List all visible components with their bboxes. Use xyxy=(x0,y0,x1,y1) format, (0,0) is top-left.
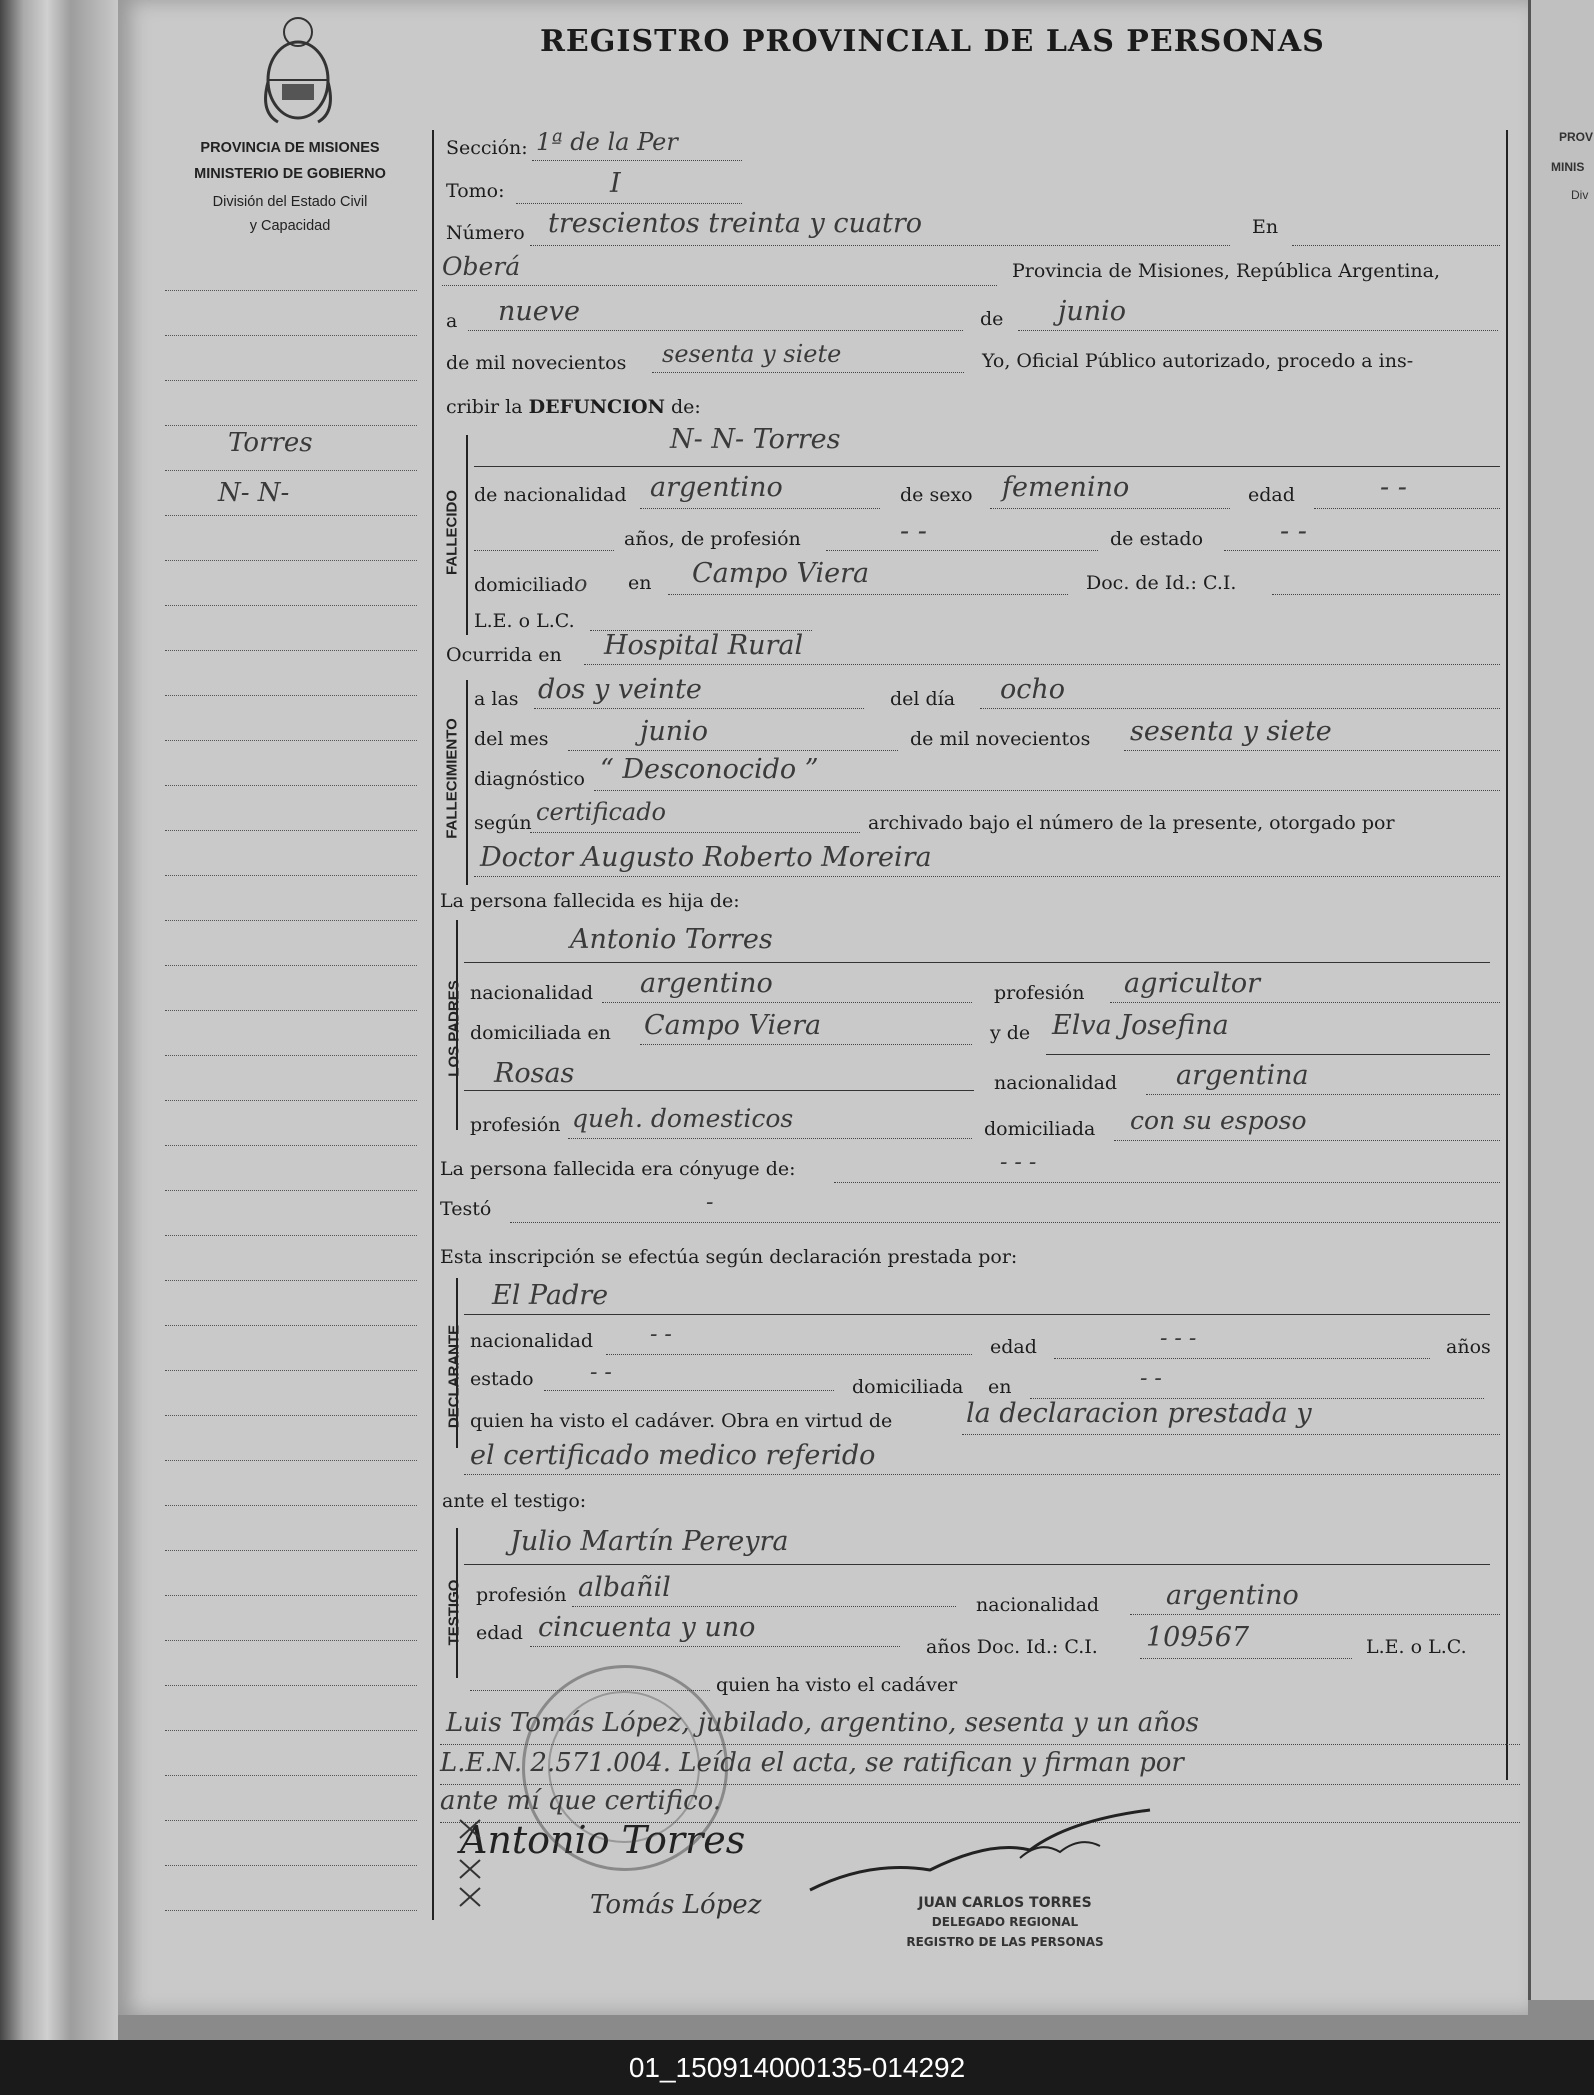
fallecido-name: N- N- Torres xyxy=(670,424,841,455)
sexo-label: de sexo xyxy=(900,484,973,506)
anos-profesion-label: años, de profesión xyxy=(624,528,801,550)
official-stamp-inner-icon xyxy=(548,1691,700,1843)
margin-rule xyxy=(165,1100,417,1101)
domiciliado-suffix: o xyxy=(574,572,588,597)
margin-rule xyxy=(165,560,417,561)
edad-value: - - xyxy=(1380,472,1407,503)
officer-name: JUAN CARLOS TORRES xyxy=(918,1895,1092,1911)
fallecimiento-section-label: FALLECIMIENTO xyxy=(443,718,461,839)
margin-rule xyxy=(165,1865,417,1866)
domicilio-line xyxy=(668,594,1068,595)
mother-first-line xyxy=(1046,1054,1490,1055)
doctor-line xyxy=(474,876,1500,877)
testigo-anos-doc-label: años Doc. Id.: C.I. xyxy=(926,1636,1098,1658)
officer-signature-scribble xyxy=(790,1800,1190,1910)
profesion-value: - - xyxy=(900,516,927,547)
anos-line xyxy=(474,550,614,551)
padres-domiciliada-label: domiciliada en xyxy=(470,1022,611,1044)
testigo-name-line xyxy=(464,1564,1490,1565)
province-text: Provincia de Misiones, República Argentina, xyxy=(1012,260,1441,282)
sexo-value: femenino xyxy=(1002,472,1130,503)
margin-rule xyxy=(165,920,417,921)
testigo-ci-value: 109567 xyxy=(1146,1622,1250,1653)
margin-rule xyxy=(165,1190,417,1191)
father-name: Antonio Torres xyxy=(570,924,773,955)
coat-of-arms-icon xyxy=(258,12,338,128)
officer-text: Yo, Oficial Público autorizado, procedo a ins- xyxy=(982,350,1414,372)
edad-label: edad xyxy=(1248,484,1295,506)
province-heading: PROVINCIA DE MISIONES xyxy=(200,140,380,156)
declarante-name-line xyxy=(464,1314,1490,1315)
capacity-heading: y Capacidad xyxy=(249,218,331,234)
mother-profesion-line xyxy=(568,1138,972,1139)
doc-line xyxy=(1272,594,1500,595)
declarante-nacionalidad-line xyxy=(606,1354,972,1355)
father-nacionalidad-label: nacionalidad xyxy=(470,982,594,1004)
segun-line xyxy=(530,832,860,833)
signature-x-marks xyxy=(455,1800,495,1910)
margin-rule xyxy=(165,290,417,291)
signature-antonio-torres: Antonio Torres xyxy=(460,1818,746,1862)
numero-value: trescientos treinta y cuatro xyxy=(548,208,923,239)
margin-rule xyxy=(165,1595,417,1596)
fallecimiento-year-line xyxy=(1124,750,1500,751)
conyuge-value: - - - xyxy=(1000,1150,1037,1175)
margin-rule xyxy=(165,830,417,831)
del-dia-label: del día xyxy=(890,688,956,710)
right-page-text-2: MINIS xyxy=(1551,160,1585,174)
doc-label: Doc. de Id.: C.I. xyxy=(1086,572,1237,594)
tomo-line xyxy=(516,203,742,204)
margin-rule xyxy=(165,875,417,876)
margin-initials: N- N- xyxy=(218,478,290,508)
segun-label: según xyxy=(474,812,532,834)
margin-rule xyxy=(165,695,417,696)
closing-line-1: Luis Tomás López, jubilado, argentino, sesenta y un años xyxy=(446,1708,1200,1738)
testigo-edad-value: cincuenta y uno xyxy=(538,1612,756,1643)
padres-section-label: LOS PADRES xyxy=(445,980,463,1077)
domiciliada2-label: domiciliada xyxy=(984,1118,1096,1140)
fallecimiento-bracket xyxy=(466,680,468,885)
domiciliada2-value: con su esposo xyxy=(1130,1106,1307,1135)
diagnostico-label: diagnóstico xyxy=(474,768,585,790)
testigo-edad-label: edad xyxy=(476,1622,523,1644)
margin-rule xyxy=(165,380,417,381)
margin-rule xyxy=(165,1010,417,1011)
estado-label: de estado xyxy=(1110,528,1204,550)
father-nacionalidad-value: argentino xyxy=(640,968,773,999)
a-label: a xyxy=(446,310,458,332)
declarante-nacionalidad-value: - - xyxy=(650,1322,672,1347)
sexo-line xyxy=(990,508,1230,509)
numero-label: Número xyxy=(446,222,525,244)
inscribir-text xyxy=(446,396,701,418)
right-border xyxy=(1506,130,1508,1780)
tomo-label: Tomo: xyxy=(446,180,505,202)
testigo-visto-label: quien ha visto el cadáver xyxy=(716,1674,958,1696)
ministry-heading: MINISTERIO DE GOBIERNO xyxy=(194,166,386,182)
segun-value: certificado xyxy=(536,798,667,826)
father-profesion-label: profesión xyxy=(994,982,1085,1004)
margin-rule xyxy=(165,965,417,966)
declarante-edad-label: edad xyxy=(990,1336,1037,1358)
virtud-line-2 xyxy=(464,1474,1500,1475)
diagnostico-line xyxy=(594,790,1500,791)
doctor-value: Doctor Augusto Roberto Moreira xyxy=(480,842,932,873)
dia-line xyxy=(980,708,1500,709)
margin-surname: Torres xyxy=(228,428,313,458)
hora-value: dos y veinte xyxy=(538,674,702,705)
declarante-en-label: en xyxy=(988,1376,1012,1398)
next-page-edge xyxy=(1528,0,1594,2000)
margin-rule xyxy=(165,335,417,336)
mother-nacionalidad-value: argentina xyxy=(1176,1060,1309,1091)
officer-title: DELEGADO REGIONAL xyxy=(931,1915,1079,1929)
hora-line xyxy=(534,708,864,709)
dia-value: ocho xyxy=(1000,674,1066,705)
father-name-line xyxy=(464,962,1490,963)
declarante-visto-label: quien ha visto el cadáver. Obra en virtud de xyxy=(470,1410,893,1432)
inscribir-bold: DEFUNCION xyxy=(528,396,665,418)
seccion-line xyxy=(532,160,742,161)
margin-rule xyxy=(165,1145,417,1146)
margin-rule xyxy=(165,1685,417,1686)
fallecido-nacionalidad-label: de nacionalidad xyxy=(474,484,627,506)
ocurrida-value: Hospital Rural xyxy=(604,630,804,661)
estado-line xyxy=(1224,550,1500,551)
fallecido-section-label: FALLECIDO xyxy=(443,490,461,575)
right-page-text-1: PROV xyxy=(1559,130,1594,144)
inscribir-suffix: de: xyxy=(670,396,701,418)
margin-rule xyxy=(165,740,417,741)
testigo-nacionalidad-label: nacionalidad xyxy=(976,1594,1100,1616)
mother-nacionalidad-line xyxy=(1146,1094,1500,1095)
margin-rule xyxy=(165,650,417,651)
testigo-le-label: L.E. o L.C. xyxy=(1366,1636,1467,1658)
a-las-label: a las xyxy=(474,688,519,710)
padres-domicilio-value: Campo Viera xyxy=(644,1010,822,1041)
footer-bar xyxy=(0,2040,1594,2095)
numero-line xyxy=(530,245,1230,246)
declarante-estado-value: - - xyxy=(590,1360,612,1385)
domiciliado-label xyxy=(474,572,587,597)
edad-line xyxy=(1314,508,1500,509)
ocurrida-line xyxy=(584,664,1500,665)
seccion-label: Sección: xyxy=(446,137,528,159)
testo-label: Testó xyxy=(440,1198,492,1220)
margin-rule xyxy=(165,1370,417,1371)
margin-rule xyxy=(165,1910,417,1911)
estado-value: - - xyxy=(1280,516,1307,547)
page-title: REGISTRO PROVINCIAL DE LAS PERSONAS xyxy=(540,24,1325,59)
margin-rule xyxy=(165,1415,417,1416)
father-profesion-value: agricultor xyxy=(1124,968,1261,999)
declarante-nacionalidad-label: nacionalidad xyxy=(470,1330,594,1352)
testigo-edad-line xyxy=(530,1646,900,1647)
y-de-label: y de xyxy=(990,1022,1031,1044)
declaracion-label: Esta inscripción se efectúa según declaración prestada por: xyxy=(440,1246,1018,1268)
margin-rule xyxy=(165,785,417,786)
year-line xyxy=(652,372,964,373)
declarante-name: El Padre xyxy=(492,1280,609,1311)
margin-rule xyxy=(165,515,417,516)
month-line xyxy=(1018,330,1498,331)
year-prefix: de mil novecientos xyxy=(446,352,627,374)
mother-first-name: Elva Josefina xyxy=(1052,1010,1229,1041)
de-label: de xyxy=(980,308,1004,330)
domiciliada2-line xyxy=(1114,1140,1500,1141)
virtud-value-2: el certificado medico referido xyxy=(470,1440,876,1471)
del-mes-label: del mes xyxy=(474,728,549,750)
fallecido-bracket xyxy=(466,435,468,635)
profesion-line xyxy=(826,550,1098,551)
mother-last-name: Rosas xyxy=(494,1058,575,1089)
fallecido-nacionalidad-value: argentino xyxy=(650,472,783,503)
margin-rule xyxy=(165,1775,417,1776)
domicilio-en-label: en xyxy=(628,572,652,594)
margin-rule xyxy=(165,1730,417,1731)
testo-line xyxy=(510,1222,1500,1223)
margin-rule xyxy=(165,605,417,606)
margin-rule xyxy=(165,1460,417,1461)
testigo-profesion-value: albañil xyxy=(578,1572,671,1603)
inscribir-prefix: cribir la xyxy=(446,396,523,418)
mother-nacionalidad-label: nacionalidad xyxy=(994,1072,1118,1094)
virtud-line xyxy=(962,1434,1500,1435)
testigo-name: Julio Martín Pereyra xyxy=(510,1526,789,1557)
closing-line-3: ante mí que certifico. xyxy=(440,1786,722,1816)
mother-profesion-value: queh. domesticos xyxy=(572,1104,794,1133)
mes-value: junio xyxy=(640,716,709,747)
margin-rule xyxy=(165,1235,417,1236)
testigo-nacionalidad-line xyxy=(1130,1614,1500,1615)
en-label: En xyxy=(1252,216,1279,238)
testo-value: - xyxy=(706,1190,714,1215)
book-spine xyxy=(0,0,118,2040)
testigo-section-label: TESTIGO xyxy=(445,1579,463,1646)
testigo-nacionalidad-value: argentino xyxy=(1166,1580,1299,1611)
domiciliado-text: domiciliad xyxy=(474,574,575,596)
place-value: Oberá xyxy=(442,252,521,281)
officer-office: REGISTRO DE LAS PERSONAS xyxy=(906,1935,1104,1949)
day-line xyxy=(468,330,963,331)
declarante-estado-line xyxy=(544,1390,834,1391)
margin-rule xyxy=(165,425,417,426)
fallecido-name-line xyxy=(474,466,1500,467)
signature-tomas-lopez: Tomás López xyxy=(590,1890,762,1920)
declarante-edad-value: - - - xyxy=(1160,1326,1197,1351)
seccion-value: 1ª de la Per xyxy=(536,128,678,156)
padres-domicilio-line xyxy=(640,1044,972,1045)
fallecido-nacionalidad-line xyxy=(640,508,880,509)
le-label: L.E. o L.C. xyxy=(474,610,575,632)
ante-testigo-label: ante el testigo: xyxy=(442,1490,587,1512)
conyuge-label: La persona fallecida era cónyuge de: xyxy=(440,1158,796,1180)
margin-rule xyxy=(165,470,417,471)
declarante-section-label: DECLARANTE xyxy=(445,1324,463,1429)
declarante-edad-line xyxy=(1054,1358,1430,1359)
mother-profesion-label: profesión xyxy=(470,1114,561,1136)
testigo-profesion-line xyxy=(572,1606,956,1607)
father-profesion-line xyxy=(1110,1002,1500,1003)
declarante-domiciliada-label: domiciliada xyxy=(852,1376,964,1398)
margin-rule xyxy=(165,1055,417,1056)
margin-rule xyxy=(165,1640,417,1641)
year-value: sesenta y siete xyxy=(662,340,842,368)
place-line xyxy=(442,285,997,286)
mother-last-line xyxy=(464,1090,974,1091)
margin-rule xyxy=(165,1820,417,1821)
declarante-estado-label: estado xyxy=(470,1368,534,1390)
testigo-ci-line xyxy=(1140,1658,1352,1659)
right-page-text-3: Div xyxy=(1571,188,1589,202)
declarante-domiciliada-value: - - xyxy=(1140,1366,1162,1391)
mes-line xyxy=(568,750,898,751)
conyuge-line xyxy=(834,1182,1500,1183)
ocurrida-label: Ocurrida en xyxy=(446,644,562,666)
margin-rule xyxy=(165,1505,417,1506)
en-line xyxy=(1292,245,1500,246)
domicilio-value: Campo Viera xyxy=(692,558,870,589)
month-value: junio xyxy=(1058,296,1127,327)
archivado-text: archivado bajo el número de la presente, otorgado por xyxy=(868,812,1395,834)
diagnostico-value: “ Desconocido ” xyxy=(600,754,819,785)
fallecimiento-year-label: de mil novecientos xyxy=(910,728,1091,750)
fallecimiento-year-value: sesenta y siete xyxy=(1130,716,1332,747)
footer-image-id: 01_150914000135-014292 xyxy=(628,2052,966,2083)
day-value: nueve xyxy=(498,296,580,327)
father-nacionalidad-line xyxy=(602,1002,972,1003)
column-divider xyxy=(432,130,434,1920)
testigo-profesion-label: profesión xyxy=(476,1584,567,1606)
division-heading: División del Estado Civil xyxy=(212,194,368,210)
hija-label: La persona fallecida es hija de: xyxy=(440,890,740,912)
margin-rule xyxy=(165,1550,417,1551)
margin-rule xyxy=(165,1325,417,1326)
virtud-value: la declaracion prestada y xyxy=(966,1398,1312,1429)
margin-rule xyxy=(165,1280,417,1281)
tomo-value: I xyxy=(610,168,621,199)
declarante-anos-label: años xyxy=(1446,1336,1491,1358)
closing-line-2: L.E.N. 2.571.004. Leída el acta, se ratifican y firman por xyxy=(440,1748,1184,1778)
